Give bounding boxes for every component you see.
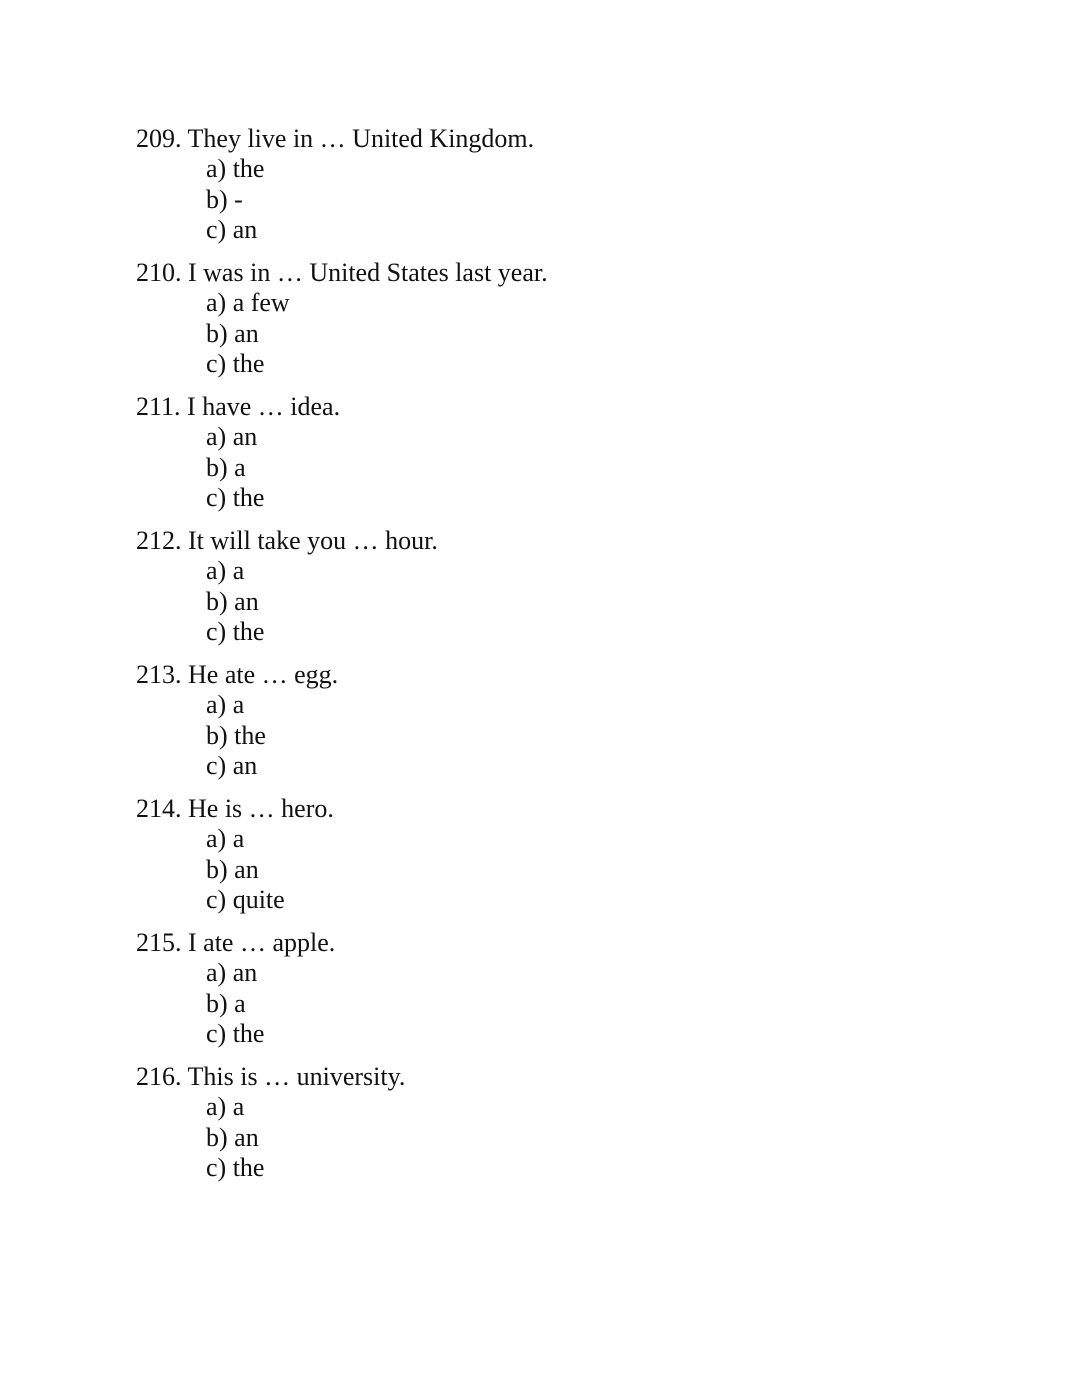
option-a: a) a [206, 556, 245, 585]
option-b: b) - [206, 184, 243, 214]
option-c: c) the [206, 1153, 265, 1182]
option-b: b) the [206, 720, 266, 750]
question-stem: 214. He is … hero. [136, 794, 334, 823]
option-b: b) an [206, 1122, 259, 1152]
document-page [136, 124, 1016, 1196]
question-210 [136, 258, 1016, 380]
option-b: b) an [206, 854, 259, 884]
answer-options [136, 154, 1016, 246]
question-stem: 212. It will take you … hour. [136, 526, 438, 555]
question-216 [136, 1062, 1016, 1184]
answer-options [136, 422, 1016, 514]
question-stem: 216. This is … university. [136, 1062, 406, 1091]
answer-options [136, 556, 1016, 648]
answer-options [136, 824, 1016, 916]
option-a: a) a [206, 1092, 245, 1121]
option-c: c) the [206, 349, 265, 378]
option-c: c) an [206, 751, 258, 780]
answer-options [136, 1092, 1016, 1184]
option-a: a) the [206, 154, 265, 183]
question-stem: 211. I have … idea. [136, 392, 341, 421]
question-stem: 209. They live in … United Kingdom. [136, 124, 535, 153]
option-a: a) a few [206, 288, 290, 317]
option-a: a) a [206, 690, 245, 719]
question-213 [136, 660, 1016, 782]
answer-options [136, 690, 1016, 782]
option-a: a) a [206, 824, 245, 853]
option-b: b) an [206, 586, 259, 616]
option-b: b) an [206, 318, 259, 348]
answer-options [136, 288, 1016, 380]
question-214 [136, 794, 1016, 916]
question-215 [136, 928, 1016, 1050]
option-b: b) a [206, 452, 246, 482]
question-stem: 210. I was in … United States last year. [136, 258, 548, 287]
question-stem: 213. He ate … egg. [136, 660, 339, 689]
question-211 [136, 392, 1016, 514]
option-a: a) an [206, 958, 258, 987]
question-209 [136, 124, 1016, 246]
option-c: c) the [206, 1019, 265, 1048]
option-c: c) the [206, 483, 265, 512]
option-c: c) the [206, 617, 265, 646]
option-c: c) an [206, 215, 258, 244]
question-stem: 215. I ate … apple. [136, 928, 336, 957]
answer-options [136, 958, 1016, 1050]
option-a: a) an [206, 422, 258, 451]
question-212 [136, 526, 1016, 648]
option-b: b) a [206, 988, 246, 1018]
option-c: c) quite [206, 885, 285, 914]
